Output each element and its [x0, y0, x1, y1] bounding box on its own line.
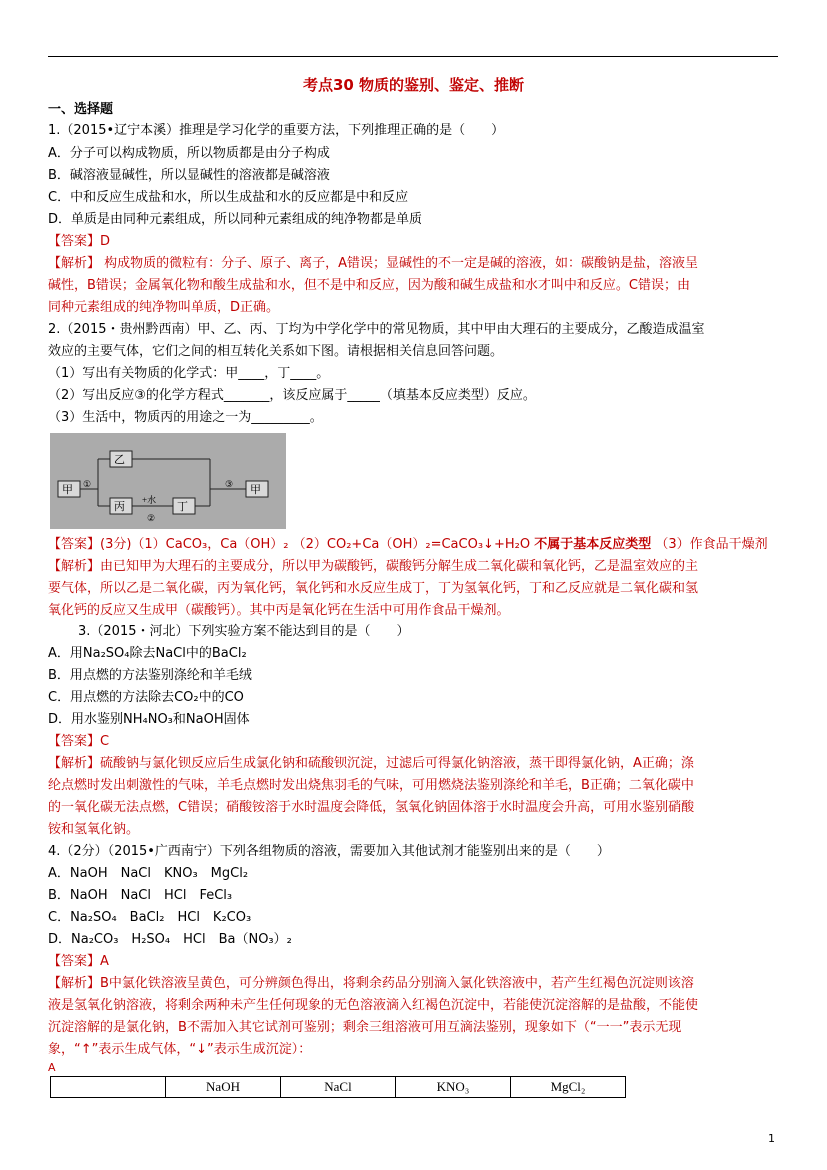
q4-option-d: D．Na₂CO₃ H₂SO₄ HCl Ba（NO₃）₂	[48, 932, 292, 947]
table-header-cell: MgCl₂	[511, 1077, 626, 1098]
diagram-node-jia-left: 甲	[62, 484, 73, 496]
diagram-node-ding: 丁	[177, 501, 188, 513]
section-heading: 一、选择题	[48, 102, 114, 117]
q3-stem: 3.（2015・河北）下列实验方案不能达到目的是（ ）	[78, 624, 410, 639]
q3-option-b: B．用点燃的方法鉴别涤纶和羊毛绒	[48, 668, 252, 683]
header-rule	[48, 56, 778, 57]
table-header-cell: NaCl	[281, 1077, 396, 1098]
q2-answer-reaction-type: 不属于基本反应类型	[534, 537, 652, 552]
q4-table-label: A	[48, 1061, 56, 1074]
q2-answer	[48, 535, 788, 555]
q2-answer-part-1: 【答案】(3分)（1）CaCO₃，Ca（OH）₂ （2）CO₂+Ca（OH）₂=CaCO₃↓+H₂O	[48, 537, 531, 552]
q2-stem-line-2: 效应的主要气体，它们之间的相互转化关系如下图。请根据相关信息回答问题。	[48, 344, 504, 359]
diagram-node-yi: 乙	[114, 454, 125, 466]
q4-option-c: C．Na₂SO₄ BaCl₂ HCl K₂CO₃	[48, 910, 252, 925]
q2-answer-part-2: （3）作食品干燥剂	[655, 537, 768, 552]
q2-subquestion-2: （2）写出反应③的化学方程式_______，该反应属于_____（填基本反应类型）反应。	[48, 388, 536, 403]
diagram-label-reaction-3: ③	[225, 479, 234, 489]
q1-analysis-line-1: 【解析】 构成物质的微粒有：分子、原子、离子，A错误；显碱性的不一定是碱的溶液，如：碳酸钠是盐，溶液呈	[48, 256, 699, 271]
q4-analysis-line-3: 沉淀溶解的是氯化钠，B不需加入其它试剂可鉴别；剩余三组溶液可用互滴法鉴别，现象如下（“一一”表示无现	[48, 1020, 682, 1035]
table-header-row	[51, 1077, 626, 1098]
q4-option-b: B．NaOH NaCl HCl FeCl₃	[48, 888, 233, 903]
diagram-node-jia-right: 甲	[250, 484, 261, 496]
q1-stem: 1.（2015•辽宁本溪）推理是学习化学的重要方法，下列推理正确的是（ ）	[48, 123, 505, 138]
q1-answer: 【答案】D	[48, 234, 111, 249]
q2-subquestion-3: （3）生活中，物质丙的用途之一为_________。	[48, 410, 323, 425]
page-title: 考点30 物质的鉴别、鉴定、推断	[302, 76, 525, 94]
table-header-cell: KNO₃	[396, 1077, 511, 1098]
q2-analysis-line-3: 氧化钙的反应又生成甲（碳酸钙）。其中丙是氧化钙在生活中可用作食品干燥剂。	[48, 603, 510, 618]
q3-option-a: A．用Na₂SO₄除去NaCl中的BaCl₂	[48, 646, 247, 661]
diagram-label-water: +水	[142, 495, 157, 505]
q4-answer: 【答案】A	[48, 954, 109, 969]
page-number: 1	[768, 1132, 775, 1145]
q3-analysis-line-2: 纶点燃时发出刺激性的气味，羊毛点燃时发出烧焦羽毛的气味，可用燃烧法鉴别涤纶和羊毛，B正确；二氧化碳中	[48, 778, 694, 793]
table-header-cell: NaOH	[166, 1077, 281, 1098]
q3-analysis-line-1: 【解析】硫酸钠与氯化钡反应后生成氯化钠和硫酸钡沉淀，过滤后可得氯化钠溶液，蒸干即得氯化钠，A正确；涤	[48, 756, 694, 771]
conversion-diagram	[50, 433, 286, 529]
q1-option-a: A．分子可以构成物质，所以物质都是由分子构成	[48, 146, 330, 161]
diagram-node-bing: 丙	[114, 501, 125, 513]
q2-subquestion-1: （1）写出有关物质的化学式：甲____，丁____。	[48, 366, 330, 381]
q3-answer: 【答案】C	[48, 734, 110, 749]
q2-analysis-line-2: 要气体，所以乙是二氧化碳，丙为氧化钙，氧化钙和水反应生成丁，丁为氢氧化钙，丁和乙反应就是二氧化碳和氢	[48, 581, 699, 596]
diagram-label-reaction-1: ①	[83, 479, 92, 489]
diagram-label-reaction-2: ②	[147, 513, 156, 523]
q2-analysis-line-1: 【解析】由已知甲为大理石的主要成分，所以甲为碳酸钙，碳酸钙分解生成二氧化碳和氧化钙，乙是温室效应的主	[48, 559, 699, 574]
q3-option-c: C．用点燃的方法除去CO₂中的CO	[48, 690, 244, 705]
q4-analysis-line-2: 液是氢氧化钠溶液，将剩余两种未产生任何现象的无色溶液滴入红褐色沉淀中，若能使沉淀溶解的是盐酸，不能使	[48, 998, 699, 1013]
q3-analysis-line-3: 的一氧化碳无法点燃，C错误；硝酸铵溶于水时温度会降低，氢氧化钠固体溶于水时温度会升高，可用水鉴别硝酸	[48, 800, 695, 815]
q1-analysis-line-3: 同种元素组成的纯净物叫单质，D正确。	[48, 300, 280, 315]
q1-option-b: B．碱溶液显碱性，所以显碱性的溶液都是碱溶液	[48, 168, 330, 183]
q1-option-d: D．单质是由同种元素组成，所以同种元素组成的纯净物都是单质	[48, 212, 423, 227]
table-header-cell	[51, 1077, 166, 1098]
q4-analysis-line-4: 象，“↑”表示生成气体，“↓”表示生成沉淀）：	[48, 1042, 312, 1057]
q2-stem-line-1: 2.（2015・贵州黔西南）甲、乙、丙、丁均为中学化学中的常见物质，其中甲由大理石的主要成分，乙酸造成温室	[48, 322, 705, 337]
q4-analysis-line-1: 【解析】B中氯化铁溶液呈黄色，可分辨颜色得出，将剩余药品分别滴入氯化铁溶液中，若产生红褐色沉淀则该溶	[48, 976, 694, 991]
q1-option-c: C．中和反应生成盐和水，所以生成盐和水的反应都是中和反应	[48, 190, 409, 205]
q1-analysis-line-2: 碱性，B错误；金属氧化物和酸生成盐和水，但不是中和反应，因为酸和碱生成盐和水才叫中和反应。C错误；由	[48, 278, 690, 293]
q3-option-d: D．用水鉴别NH₄NO₃和NaOH固体	[48, 712, 250, 727]
q4-stem: 4.（2分）（2015•广西南宁）下列各组物质的溶液，需要加入其他试剂才能鉴别出来的是（ ）	[48, 844, 610, 859]
q4-option-a: A．NaOH NaCl KNO₃ MgCl₂	[48, 866, 249, 881]
reaction-table	[50, 1076, 626, 1098]
q3-analysis-line-4: 铵和氢氧化钠。	[48, 822, 140, 837]
